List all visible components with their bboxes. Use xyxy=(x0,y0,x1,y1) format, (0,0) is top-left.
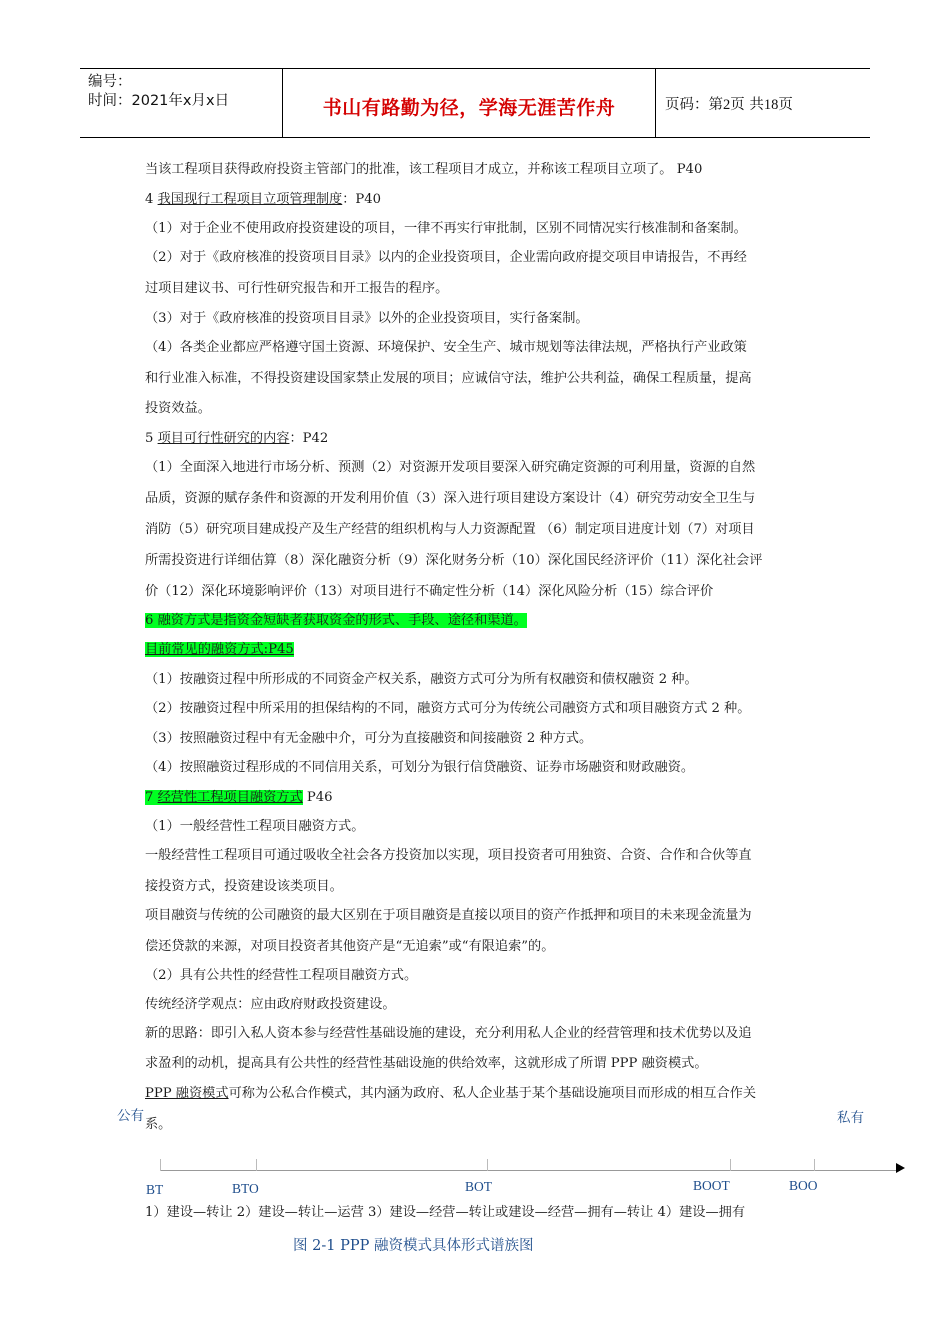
paragraph-line: （1）全面深入地进行市场分析、预测（2）对资源开发项目要深入研究确定资源的可利用量，资源的自然 xyxy=(145,460,756,475)
paragraph-line: 投资效益。 xyxy=(145,401,211,416)
public-label: 公有 xyxy=(117,1108,144,1124)
page-mid: 页 共 xyxy=(730,97,764,113)
paragraph-line: （3）按照融资过程中有无金融中介，可分为直接融资和间接融资 2 种方式。 xyxy=(145,731,593,746)
heading-text: 我国现行工程项目立项管理制度 xyxy=(157,192,343,207)
page-header xyxy=(80,68,870,138)
paragraph-line: 一般经营性工程项目可通过吸收全社会各方投资加以实现，项目投资者可用独资、合资、合作和合伙等直 xyxy=(145,848,752,863)
paragraph-line: （1）按融资过程中所形成的不同资金产权关系，融资方式可分为所有权融资和债权融资 2 种。 xyxy=(145,672,698,687)
paragraph-line: 系。 xyxy=(145,1117,172,1132)
paragraph-line: （1）对于企业不使用政府投资建设的项目，一律不再实行审批制，区别不同情况实行核准制和备案制。 xyxy=(145,221,747,236)
paragraph-line: 项目融资与传统的公司融资的最大区别在于项目融资是直接以项目的资产作抵押和项目的未来现金流量为 xyxy=(145,908,752,923)
total-pages: 18 xyxy=(763,97,779,113)
term-ppp: PPP 融资模式 xyxy=(145,1086,229,1101)
paragraph-line: 当该工程项目获得政府投资主管部门的批准，该工程项目才成立，并称该工程项目立项了。 P40 xyxy=(145,162,703,177)
highlighted-heading xyxy=(145,641,294,659)
paragraph-line: 价（12）深化环境影响评价（13）对项目进行不确定性分析（14）深化风险分析（15）综合评价 xyxy=(145,584,714,599)
term-definition: 可称为公私合作模式，其内涵为政府、私人企业基于某个基础设施项目而形成的相互合作关 xyxy=(228,1086,757,1101)
paragraph-line: 偿还贷款的来源，对项目投资者其他资产是“无追索”或“有限追索”的。 xyxy=(145,939,555,954)
paragraph-line: 传统经济学观点：应由政府财政投资建设。 xyxy=(145,997,396,1012)
marker-bot: BOT xyxy=(465,1179,492,1194)
paragraph-line: 所需投资进行详细估算（8）深化融资分析（9）深化财务分析（10）深化国民经济评价（11）深化社会评 xyxy=(145,553,763,568)
arrow-right-icon xyxy=(896,1163,905,1173)
axis-tick xyxy=(256,1159,257,1171)
date-line: 时间：2021年x月x日 xyxy=(88,93,230,109)
code-label: 编号： xyxy=(88,74,132,90)
paragraph-line: 新的思路：即引入私人资本参与经营性基础设施的建设，充分利用私人企业的经营管理和技术优势以及追 xyxy=(145,1026,752,1041)
heading-page-ref: ：P40 xyxy=(342,192,382,207)
axis-tick xyxy=(814,1159,815,1171)
heading-number: 7 xyxy=(145,790,158,805)
current-page: 2 xyxy=(723,97,731,113)
paragraph-line: （1）一般经营性工程项目融资方式。 xyxy=(145,819,365,834)
axis-tick xyxy=(730,1159,731,1171)
spectrum-axis xyxy=(160,1170,900,1171)
paragraph-line: （4）按照融资过程形成的不同信用关系，可划分为银行信贷融资、证券市场融资和财政融资。 xyxy=(145,760,695,775)
paragraph-line: 品质，资源的赋存条件和资源的开发利用价值（3）深入进行项目建设方案设计（4）研究劳动安全卫生与 xyxy=(145,491,756,506)
heading-number: 5 xyxy=(145,431,158,446)
paragraph-line: （2）对于《政府核准的投资项目目录》以内的企业投资项目，企业需向政府提交项目申请报告，不再经 xyxy=(145,250,747,265)
marker-boot: BOOT xyxy=(693,1178,730,1193)
heading-page-ref: ：P42 xyxy=(289,431,329,446)
paragraph-line: 消防（5）研究项目建成投产及生产经营的组织机构与人力资源配置 （6）制定项目进度计划（7）对项目 xyxy=(145,522,755,537)
page-suffix: 页 xyxy=(778,97,793,113)
private-label: 私有 xyxy=(837,1110,864,1126)
page-prefix: 页码：第 xyxy=(665,97,723,113)
axis-tick xyxy=(487,1159,488,1171)
highlight-text: 目前常见的融资方式:P45 xyxy=(145,642,294,657)
page-number xyxy=(665,93,793,114)
section-heading-4 xyxy=(145,191,381,209)
header-meta xyxy=(88,73,229,111)
figure-legend: 1）建设—转让 2）建设—转让—运营 3）建设—经营—转让或建设—经营—拥有—转让 4）建设—拥有 xyxy=(145,1205,746,1220)
heading-text: 项目可行性研究的内容 xyxy=(157,431,290,446)
paragraph-line: （3）对于《政府核准的投资项目目录》以外的企业投资项目，实行备案制。 xyxy=(145,311,589,326)
section-heading-5 xyxy=(145,430,328,448)
header-divider xyxy=(282,69,283,137)
header-divider xyxy=(655,69,656,137)
paragraph-line: 求盈利的动机，提高具有公共性的经营性基础设施的供给效率，这就形成了所谓 PPP 融资模式。 xyxy=(145,1056,708,1071)
heading-text: 经营性工程项目融资方式 xyxy=(157,790,303,805)
highlighted-definition xyxy=(145,612,527,630)
paragraph-line: 接投资方式，投资建设该类项目。 xyxy=(145,879,343,894)
heading-page-ref: P46 xyxy=(302,790,333,805)
paragraph-line: （4）各类企业都应严格遵守国土资源、环境保护、安全生产、城市规划等法律法规，严格执行产业政策 xyxy=(145,340,747,355)
paragraph-line: 和行业准入标准，不得投资建设国家禁止发展的项目；应诚信守法，维护公共利益，确保工程质量，提高 xyxy=(145,371,752,386)
highlight-text: 6 融资方式是指资金短缺者获取资金的形式、手段、途径和渠道。 xyxy=(145,613,527,628)
heading-number: 4 xyxy=(145,192,158,207)
header-motto: 书山有路勤为径，学海无涯苦作舟 xyxy=(322,97,616,119)
paragraph-line: 过项目建议书、可行性研究报告和开工报告的程序。 xyxy=(145,281,449,296)
axis-tick xyxy=(160,1159,161,1171)
marker-bto: BTO xyxy=(232,1181,259,1196)
figure-caption: 图 2-1 PPP 融资模式具体形式谱族图 xyxy=(293,1238,534,1254)
paragraph-line xyxy=(145,1085,756,1103)
section-heading-7 xyxy=(145,789,333,807)
marker-boo: BOO xyxy=(789,1178,818,1193)
paragraph-line: （2）按融资过程中所采用的担保结构的不同，融资方式可分为传统公司融资方式和项目融资方式 2 种。 xyxy=(145,701,751,716)
paragraph-line: （2）具有公共性的经营性工程项目融资方式。 xyxy=(145,968,418,983)
marker-bt: BT xyxy=(146,1182,164,1197)
